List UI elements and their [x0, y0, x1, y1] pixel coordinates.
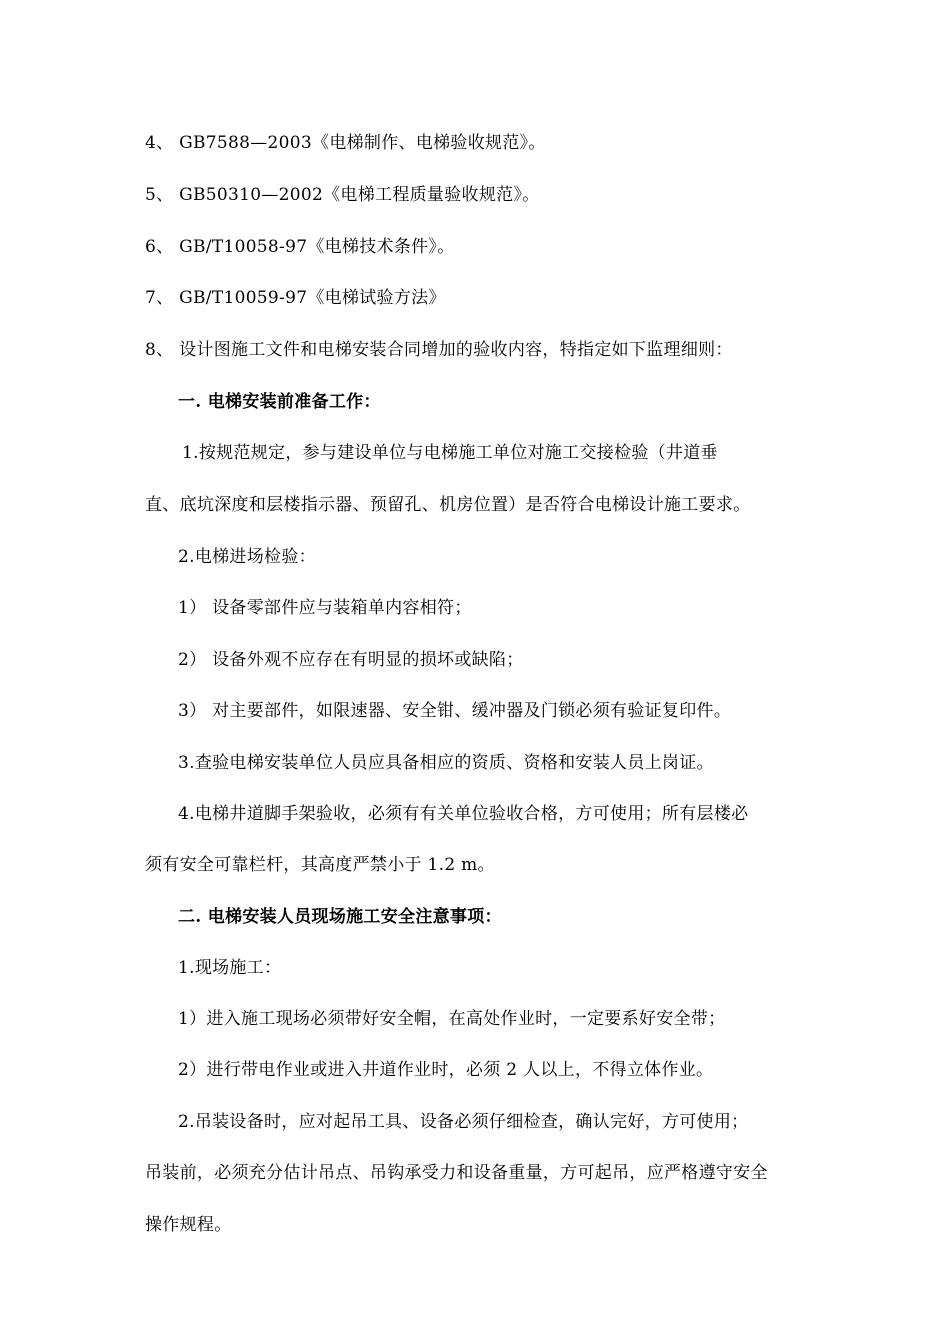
paragraph-1-line-2: 直、底坑深度和层楼指示器、预留孔、机房位置）是否符合电梯设计施工要求。: [145, 495, 751, 515]
paragraph-4-line-1: 4.电梯井道脚手架验收，必须有有关单位验收合格，方可使用；所有层楼必: [178, 804, 749, 824]
paragraph-4-line-2: 须有安全可靠栏杆，其高度严禁小于 1.2 m。: [145, 855, 495, 875]
site-rule-2: 2）进行带电作业或进入井道作业时，必须 2 人以上，不得立体作业。: [178, 1060, 714, 1080]
subheading-site-work: 1.现场施工：: [178, 958, 282, 978]
list-item-2: 2） 设备外观不应存在有明显的损坏或缺陷；: [178, 650, 524, 670]
paragraph-1-line-1: 1.按规范规定，参与建设单位与电梯施工单位对施工交接检验（井道垂: [182, 443, 718, 463]
list-item-1: 1） 设备零部件应与装箱单内容相符；: [178, 598, 472, 618]
standard-item-5: 5、 GB50310—2002《电梯工程质量验收规范》。: [145, 185, 540, 205]
standard-item-6: 6、 GB/T10058-97《电梯技术条件》。: [145, 237, 455, 257]
paragraph-hoisting-line-2: 吊装前，必须充分估计吊点、吊钩承受力和设备重量，方可起吊，应严格遵守安全: [145, 1163, 768, 1183]
section-heading-2: 二. 电梯安装人员现场施工安全注意事项：: [178, 907, 502, 927]
paragraph-3: 3.查验电梯安装单位人员应具备相应的资质、资格和安装人员上岗证。: [178, 753, 714, 773]
paragraph-hoisting-line-1: 2.吊装设备时，应对起吊工具、设备必须仔细检查，确认完好，方可使用；: [178, 1112, 749, 1132]
section-heading-1: 一. 电梯安装前准备工作：: [178, 392, 381, 412]
paragraph-hoisting-line-3: 操作规程。: [145, 1215, 232, 1235]
standard-item-8: 8、 设计图施工文件和电梯安装合同增加的验收内容，特指定如下监理细则：: [145, 340, 733, 360]
standard-item-7: 7、 GB/T10059-97《电梯试验方法》: [145, 288, 446, 308]
standard-item-4: 4、 GB7588—2003《电梯制作、电梯验收规范》。: [145, 133, 546, 153]
site-rule-1: 1）进入施工现场必须带好安全帽，在高处作业时，一定要系好安全带；: [178, 1009, 726, 1029]
list-item-3: 3） 对主要部件，如限速器、安全钳、缓冲器及门锁必须有验证复印件。: [178, 701, 732, 721]
subheading-entry-inspection: 2.电梯进场检验：: [178, 547, 316, 567]
